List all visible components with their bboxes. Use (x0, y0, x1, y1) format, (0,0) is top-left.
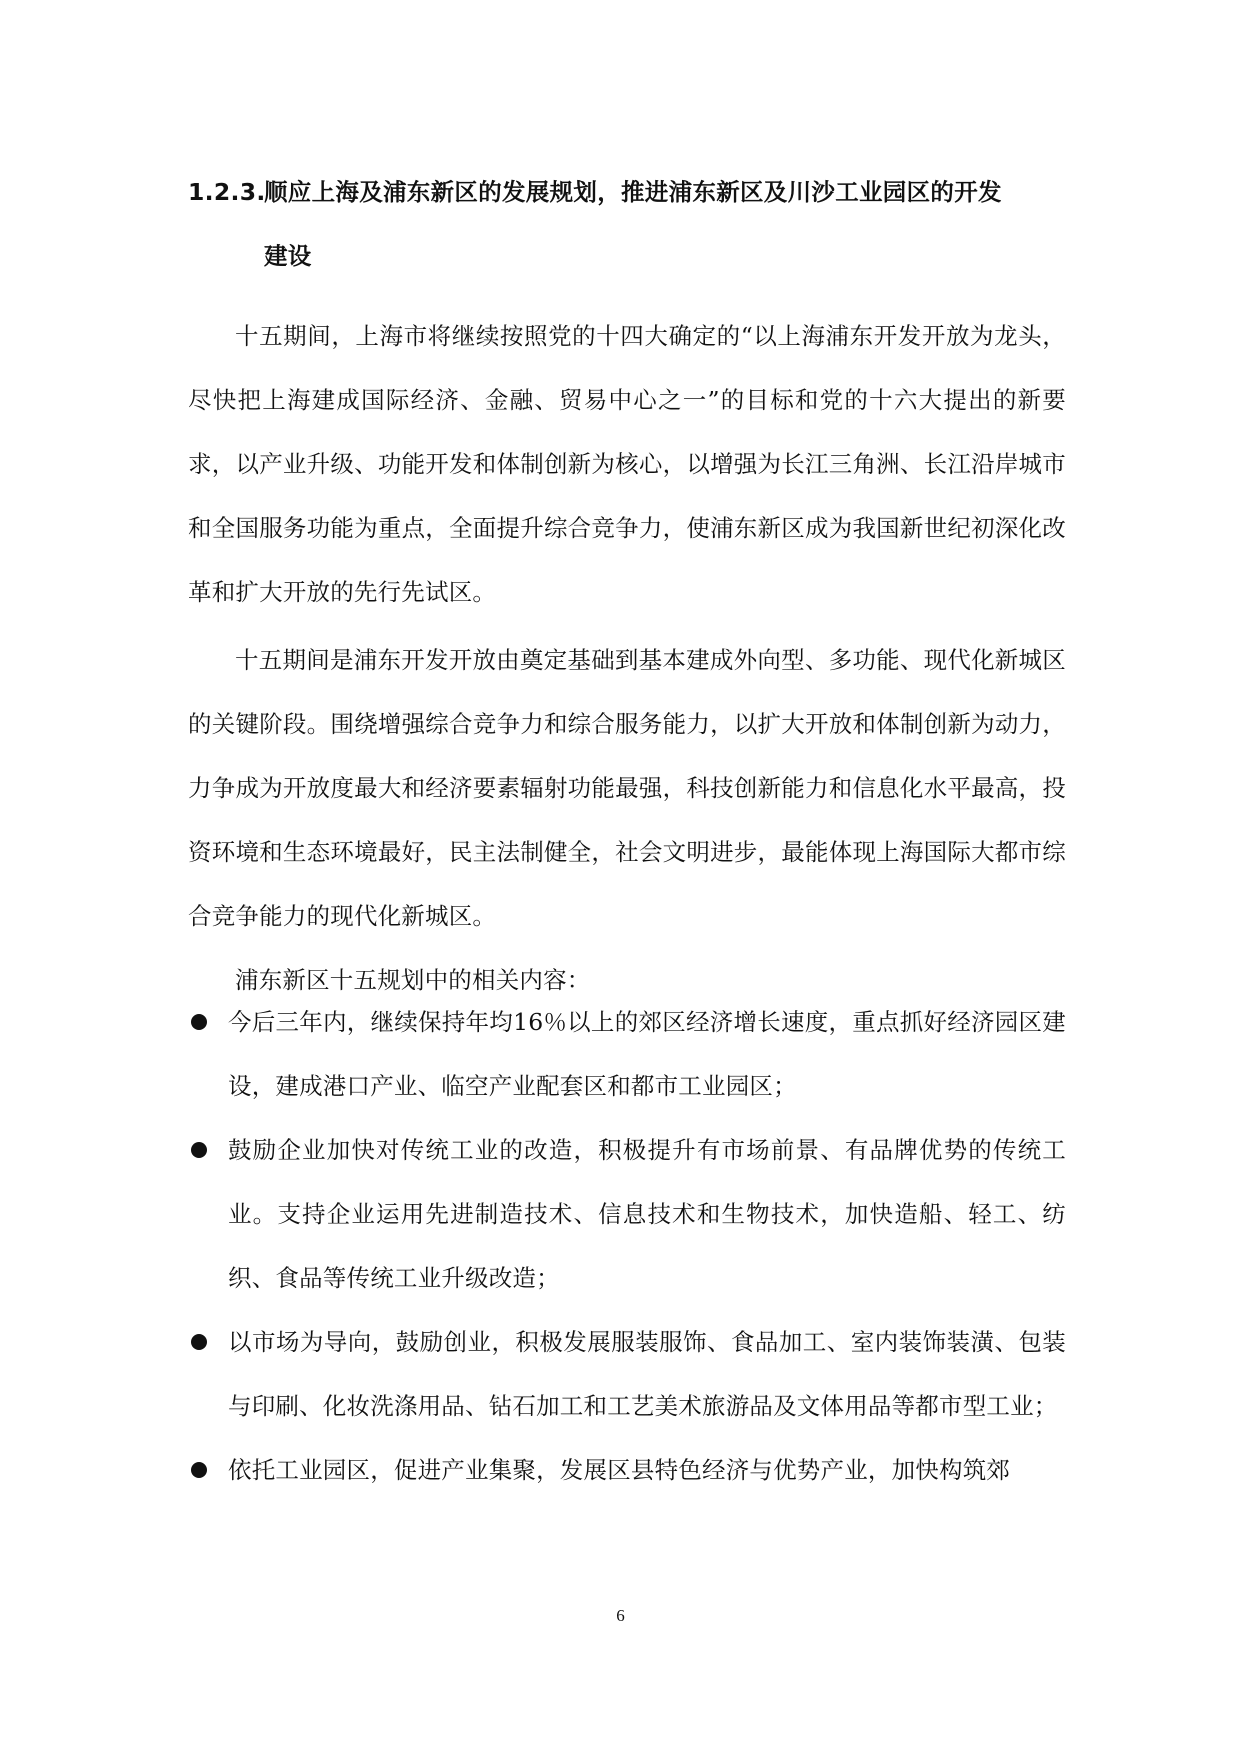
bullet-icon (188, 1310, 210, 1374)
bullet-icon (188, 1438, 210, 1502)
section-number: 1.2.3. (188, 178, 266, 206)
bullet-item (188, 1438, 1066, 1502)
bullet-list (188, 990, 1066, 1502)
paragraph: 十五期间是浦东开发开放由奠定基础到基本建成外向型、多功能、现代化新城区的关键阶段。围绕增强综合竞争力和综合服务能力，以扩大开放和体制创新为动力，力争成为开放度最大和经济要素辐射功能最强，科技创新能力和信息化水平最高，投资环境和生态环境最好，民主法制健全，社会文明进步，最能体现上海国际大都市综合竞争能力的现代化新城区。 (188, 645, 1066, 930)
section-title-line1: 顺应上海及浦东新区的发展规划，推进浦东新区及川沙工业园区的开发 (264, 178, 1002, 206)
paragraph-intro: 浦东新区十五规划中的相关内容： (235, 965, 591, 994)
bullet-item (188, 1118, 1066, 1310)
page-number: 6 (616, 1606, 625, 1625)
paragraph: 十五期间，上海市将继续按照党的十四大确定的“以上海浦东开发开放为龙头，尽快把上海建成国际经济、金融、贸易中心之一”的目标和党的十六大提出的新要求，以产业升级、功能开发和体制创新为核心，以增强为长江三角洲、长江沿岸城市和全国服务功能为重点，全面提升综合竞争力，使浦东新区成为我国新世纪初深化改革和扩大开放的先行先试区。 (188, 321, 1066, 606)
bullet-item (188, 990, 1066, 1118)
bullet-text: 今后三年内，继续保持年均16％以上的郊区经济增长速度，重点抓好经济园区建设，建成港口产业、临空产业配套区和都市工业园区； (228, 1008, 1066, 1100)
bullet-text: 以市场为导向，鼓励创业，积极发展服装服饰、食品加工、室内装饰装潢、包装与印刷、化妆洗涤用品、钻石加工和工艺美术旅游品及文体用品等都市型工业； (228, 1328, 1066, 1420)
bullet-item (188, 1310, 1066, 1438)
section-title-line2: 建设 (264, 242, 312, 270)
bullet-icon (188, 990, 210, 1054)
bullet-icon (188, 1118, 210, 1182)
bullet-text: 依托工业园区，促进产业集聚，发展区县特色经济与优势产业，加快构筑郊 (228, 1456, 1011, 1484)
bullet-text: 鼓励企业加快对传统工业的改造，积极提升有市场前景、有品牌优势的传统工业。支持企业运用先进制造技术、信息技术和生物技术，加快造船、轻工、纺织、食品等传统工业升级改造； (228, 1136, 1066, 1292)
section-heading (188, 160, 1068, 288)
section-heading-line1 (188, 160, 1068, 224)
